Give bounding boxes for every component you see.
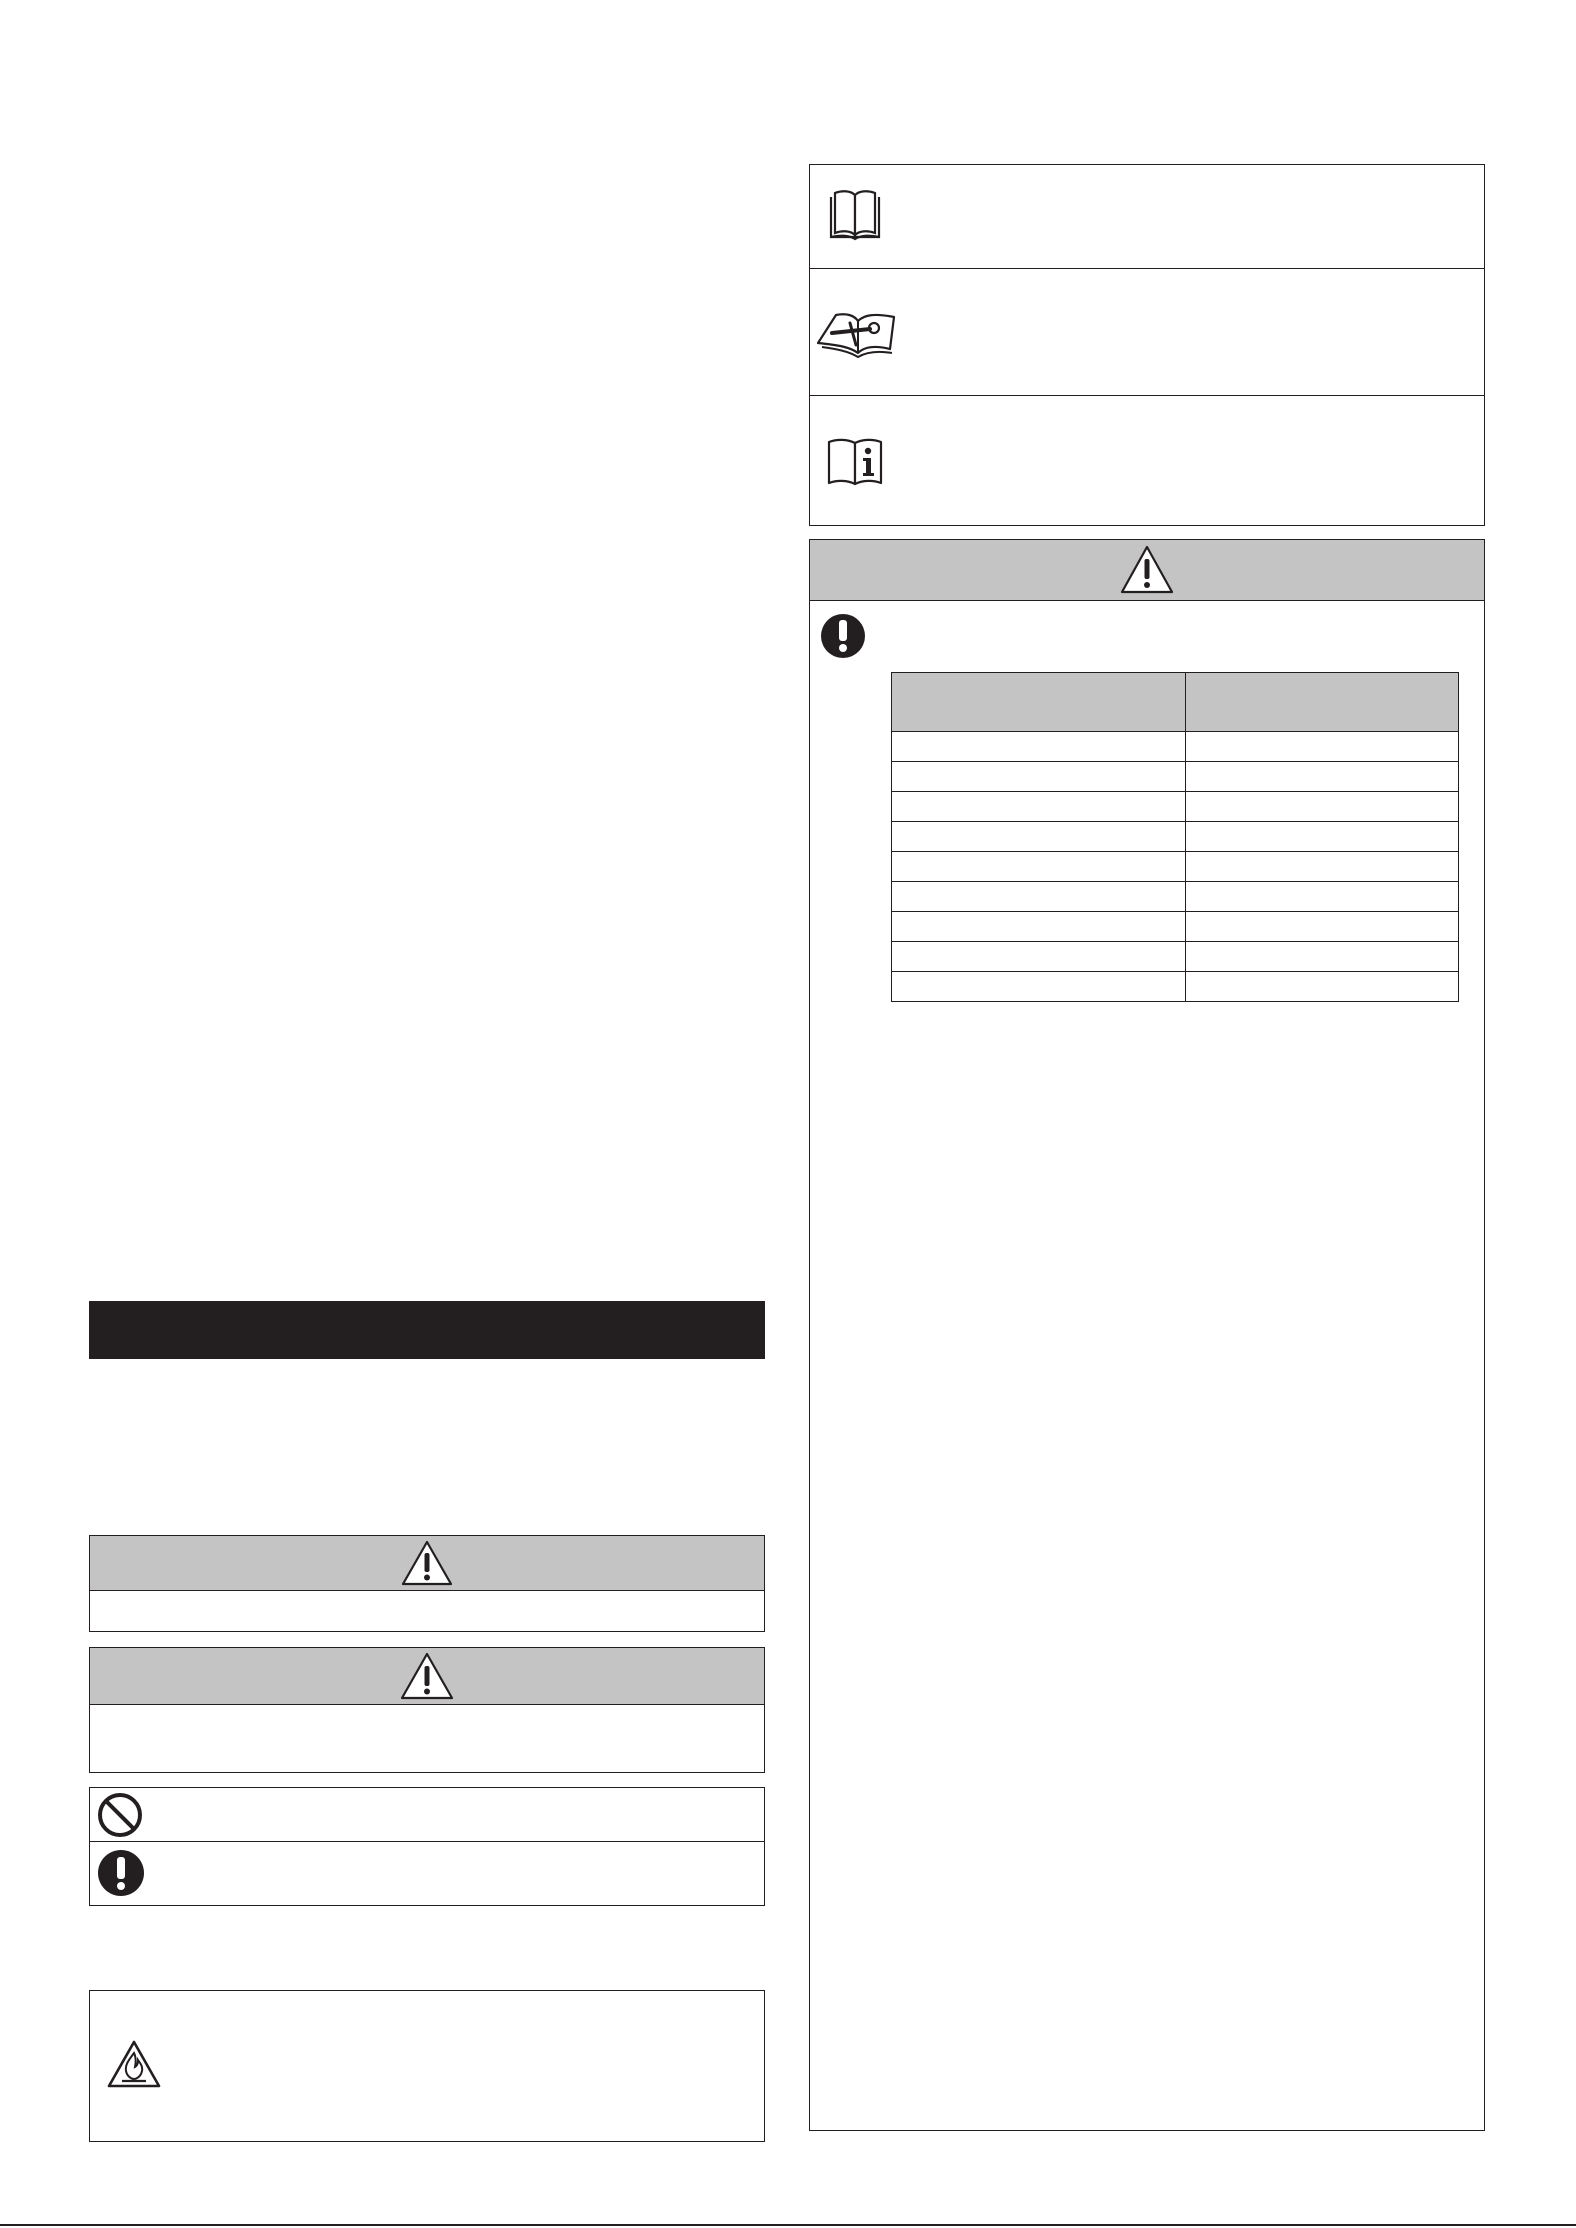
table-row — [892, 912, 1459, 942]
flammable-box — [89, 1990, 765, 2142]
table-row — [892, 972, 1459, 1002]
flammable-warning-icon — [106, 2039, 162, 2089]
table-cell — [892, 732, 1186, 762]
table-cell — [1186, 882, 1459, 912]
operation-manual-icon — [825, 189, 885, 245]
caution-header — [90, 1648, 764, 1705]
page-bottom-rule — [0, 2224, 1576, 2226]
table-cell — [1186, 732, 1459, 762]
table-cell — [1186, 822, 1459, 852]
manual-row-service — [810, 269, 1484, 395]
table-row — [892, 792, 1459, 822]
manual-row-information — [810, 396, 1484, 526]
section-header-bar — [89, 1301, 765, 1359]
table-cell — [892, 822, 1186, 852]
table-cell — [892, 972, 1186, 1002]
table-cell — [892, 912, 1186, 942]
table-cell — [1186, 762, 1459, 792]
manual-row-operation — [810, 165, 1484, 268]
table-cell — [892, 882, 1186, 912]
reference-table — [891, 672, 1459, 1002]
prohibition-icon — [96, 1791, 144, 1839]
table-cell — [892, 792, 1186, 822]
exclamation-icon — [819, 612, 867, 660]
table-cell — [1186, 792, 1459, 822]
table-header-cell — [1186, 673, 1459, 732]
warning-box — [89, 1535, 765, 1632]
table-row — [892, 882, 1459, 912]
table-cell — [1186, 852, 1459, 882]
table-cell — [892, 942, 1186, 972]
information-manual-icon — [825, 436, 885, 488]
symbol-legend-box — [89, 1787, 765, 1906]
warning-panel-header — [810, 540, 1484, 601]
table-row — [892, 732, 1459, 762]
table-cell — [1186, 912, 1459, 942]
legend-row-prohibited — [90, 1788, 764, 1841]
legend-row-mandatory — [90, 1842, 764, 1906]
table-cell — [892, 852, 1186, 882]
exclamation-icon — [96, 1848, 146, 1898]
warning-panel-triangle-icon — [1119, 544, 1175, 596]
table-header-cell — [892, 673, 1186, 732]
table-row — [892, 942, 1459, 972]
table-row — [892, 822, 1459, 852]
warning-panel — [809, 539, 1485, 2131]
table-cell — [1186, 942, 1459, 972]
table-row — [892, 852, 1459, 882]
service-manual-icon — [814, 309, 898, 359]
manual-symbols-box — [809, 164, 1485, 526]
table-cell — [1186, 972, 1459, 1002]
warning-header — [90, 1536, 764, 1591]
table-cell — [892, 762, 1186, 792]
caution-box — [89, 1647, 765, 1773]
warning-triangle-icon — [400, 1539, 454, 1587]
table-row — [892, 762, 1459, 792]
table-header-row — [892, 673, 1459, 732]
caution-triangle-icon — [399, 1651, 455, 1701]
